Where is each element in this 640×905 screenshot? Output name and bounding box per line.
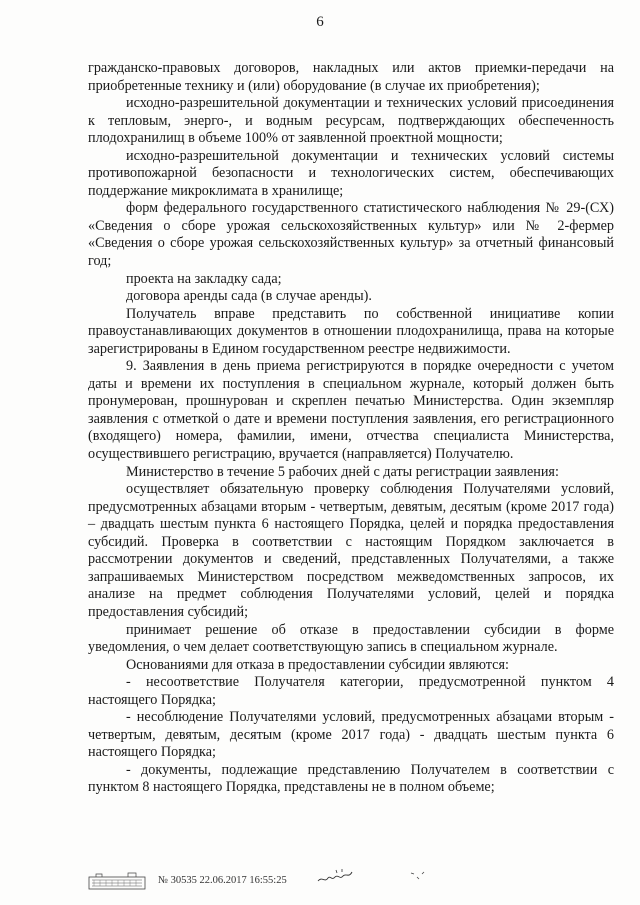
paragraph: исходно-разрешительной документации и технических условий присоединения к тепловым, энерго-, и водным ресурсам, подтверждающих обеспеченность плодохранилищ в объеме 100% от заявленной проектной мощности; [88,95,614,147]
footer [88,872,558,892]
document-body [88,60,614,797]
paragraph: Основаниями для отказа в предоставлении субсидии являются: [126,656,509,673]
paragraph: договора аренды сада (в случае аренды). [126,288,372,305]
paragraph: принимает решение об отказе в предоставлении субсидии в форме уведомления, о чем делает соответствующую запись в специальном журнале. [88,621,614,656]
paragraph: - несоответствие Получателя категории, предусмотренной пунктом 4 настоящего Порядка; [88,674,614,708]
handwritten-mark-icon [408,868,428,882]
paragraph: Министерство в течение 5 рабочих дней с даты регистрации заявления: [126,463,559,480]
paragraph: исходно-разрешительной документации и технических условий системы противопожарной безопасности и технологических систем, обеспечивающих поддержание микроклимата в хранилище; [88,147,614,199]
paragraph: 9. Заявления в день приема регистрируются в порядке очередности с учетом даты и времени их поступления в специальном журнале, который должен быть пронумерован, прошнурован и скреплен печатью Министерства. Один экземпляр заявления с отметкой о дате и времени поступления заявления, его регистрационного (входящего) номера, фамилии, имени, отчества специалиста Министерства, осуществившего регистрацию, вручается (направляется) Получателю. [88,358,614,463]
paragraph: форм федерального государственного статистического наблюдения № 29-(СХ) «Сведения о сборе урожая сельскохозяйственных культур» или № 2-фермер «Сведения о сборе урожая сельскохозяйственных культур» за отчетный финансовый год; [88,200,614,270]
paragraph: осуществляет обязательную проверку соблюдения Получателями условий, предусмотренных абзацами вторым - четвертым, девятым, десятым (кроме 2017 года) – двадцать шестым пункта 6 настоящего Порядка, целей и порядка предоставления субсидий. Проверка в соответствии с настоящим Порядком заключается в рассмотрении документов и сведений, представленных Получателями, а также запрашиваемых Министерством посредством межведомственных запросов, их анализе на предмет соблюдения Получателями условий, целей и порядка предоставления субсидий; [88,481,614,620]
paragraph: Получатель вправе представить по собственной инициативе копии правоустанавливающих документов в отношении плодохранилища, права на которые зарегистрированы в Едином государственном реестре недвижимости. [88,305,614,357]
paragraph: гражданско-правовых договоров, накладных или актов приемки-передачи на приобретенные технику и (или) оборудование (в случае их приобретения); [88,60,614,94]
registration-stamp-icon [88,872,148,890]
paragraph: - несоблюдение Получателями условий, предусмотренных абзацами вторым - четвертым, девятым, десятым (кроме 2017 года) - двадцать шестым пункта 6 настоящего Порядка; [88,709,614,761]
paragraph: - документы, подлежащие представлению Получателем в соответствии с пунктом 8 настоящего Порядка, представлены не в полном объеме; [88,761,614,796]
page-number: 6 [316,14,324,30]
signature-icon [316,866,356,886]
paragraph: проекта на закладку сада; [126,270,282,287]
registration-number: № 30535 22.06.2017 16:55:25 [158,875,287,886]
